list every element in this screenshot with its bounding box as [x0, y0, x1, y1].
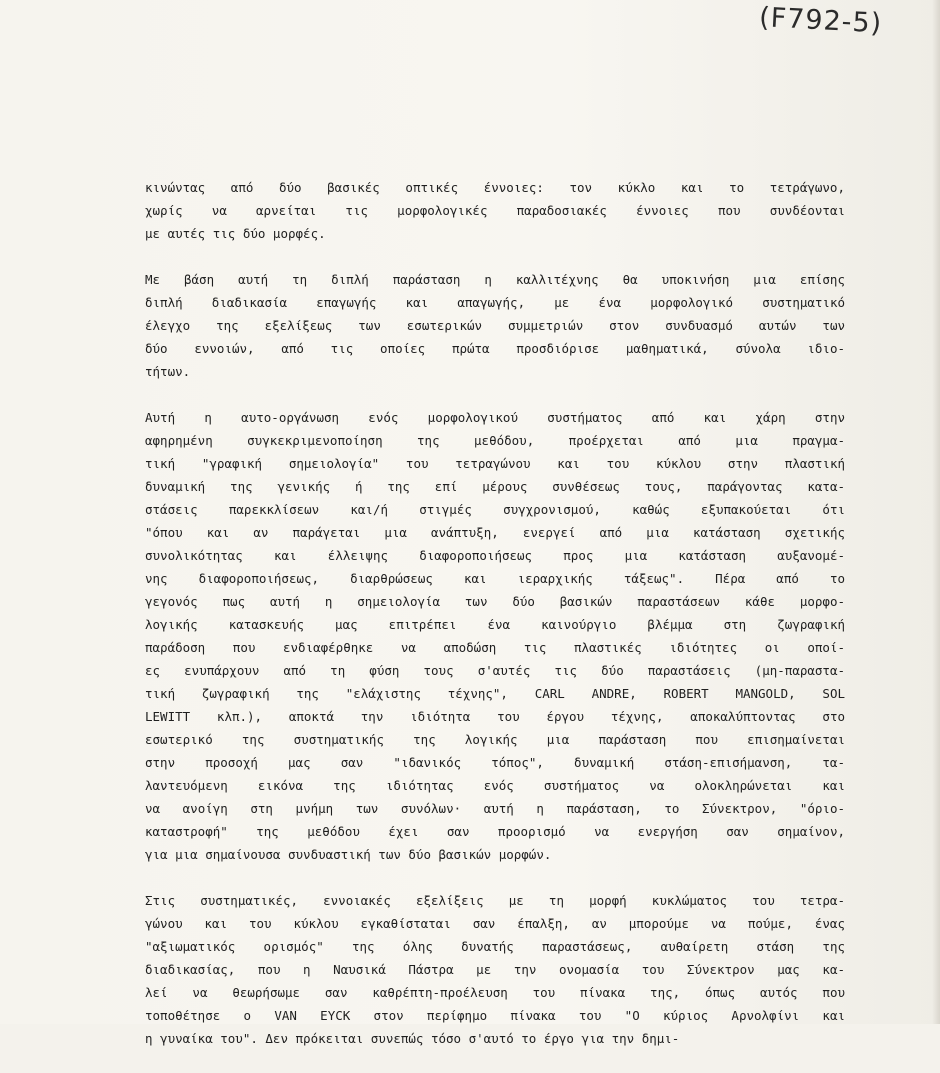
text-line: με αυτές τις δύο μορφές. — [145, 226, 326, 241]
text-line: λογικής κατασκευής μας επιτρέπει ένα καινούργιο βλέμμα στη ζωγραφική — [145, 617, 845, 632]
text-line: η γυναίκα του". Δεν πρόκειται συνεπώς τόσο σ'αυτό το έργο για την δημι- — [145, 1031, 680, 1046]
paragraph — [145, 406, 845, 866]
paragraph — [145, 176, 845, 245]
typewritten-body — [145, 176, 845, 1073]
paragraph — [145, 889, 845, 1050]
paper-edge-shadow — [932, 0, 940, 1024]
text-line: εσωτερικό της συστηματικής της λογικής μια παράσταση που επισημαίνεται — [145, 732, 845, 747]
text-line: "αξιωματικός ορισμός" της όλης δυνατής παραστάσεως, αυθαίρετη στάση της — [145, 939, 845, 954]
text-line: διπλή διαδικασία επαγωγής και απαγωγής, με ένα μορφολογικό συστηματικό — [145, 295, 845, 310]
text-line: στην προσοχή μας σαν "ιδανικός τόπος", δυναμική στάση-επισήμανση, τα- — [145, 755, 845, 770]
text-line: καταστροφή" της μεθόδου έχει σαν προορισμό να ενεργήση σαν σημαίνον, — [145, 824, 845, 839]
text-line: νης διαφοροποιήσεως, διαρθρώσεως και ιεραρχικής τάξεως". Πέρα από το — [145, 571, 845, 586]
text-line: Αυτή η αυτο-οργάνωση ενός μορφολογικού συστήματος από και χάρη στην — [145, 410, 845, 425]
paragraph — [145, 268, 845, 383]
text-line: τοποθέτησε ο VAN EYCK στον περίφημο πίνακα του "Ο κύριος Αρνολφίνι και — [145, 1008, 845, 1023]
text-line: διαδικασίας, που η Ναυσικά Πάστρα με την ονομασία του Σύνεκτρον μας κα- — [145, 962, 845, 977]
handwritten-archive-reference: (F792-5) — [758, 2, 883, 40]
text-line: έλεγχο της εξελίξεως των εσωτερικών συμμετριών στον συνδυασμό αυτών των — [145, 318, 845, 333]
text-line: γεγονός πως αυτή η σημειολογία των δύο βασικών παραστάσεων κάθε μορφο- — [145, 594, 845, 609]
text-line: συνολικότητας και έλλειψης διαφοροποιήσεως προς μια κατάσταση αυξανομέ- — [145, 548, 845, 563]
text-line: Στις συστηματικές, εννοιακές εξελίξεις με τη μορφή κυκλώματος του τετρα- — [145, 893, 845, 908]
text-line: γώνου και του κύκλου εγκαθίσταται σαν έπαλξη, αν μπορούμε να πούμε, ένας — [145, 916, 845, 931]
text-line: αφηρημένη συγκεκριμενοποίηση της μεθόδου, προέρχεται από μια πραγμα- — [145, 433, 845, 448]
text-line: τήτων. — [145, 364, 191, 379]
text-line: τική ζωγραφική της "ελάχιστης τέχνης", CARL ANDRE, ROBERT MANGOLD, SOL — [145, 686, 845, 701]
text-line: Με βάση αυτή τη διπλή παράσταση η καλλιτέχνης θα υποκινήση μια επίσης — [145, 272, 845, 287]
text-line: στάσεις παρεκκλίσεων και/ή στιγμές συγχρονισμού, καθώς εξυπακούεται ότι — [145, 502, 845, 517]
text-line: δυναμική της γενικής ή της επί μέρους συνθέσεως τους, παράγοντας κατα- — [145, 479, 845, 494]
text-line: λεί να θεωρήσωμε σαν καθρέπτη-προέλευση του πίνακα της, όπως αυτός που — [145, 985, 845, 1000]
text-line: κινώντας από δύο βασικές οπτικές έννοιες: τον κύκλο και το τετράγωνο, — [145, 180, 845, 195]
text-line: ες ενυπάρχουν από τη φύση τους σ'αυτές τις δύο παραστάσεις (μη-παραστα- — [145, 663, 845, 678]
text-line: για μια σημαίνουσα συνδυαστική των δύο βασικών μορφών. — [145, 847, 552, 862]
text-line: χωρίς να αρνείται τις μορφολογικές παραδοσιακές έννοιες που συνδέονται — [145, 203, 845, 218]
text-line: δύο εννοιών, από τις οποίες πρώτα προσδιόρισε μαθηματικά, σύνολα ιδιο- — [145, 341, 845, 356]
text-line: παράδοση που ενδιαφέρθηκε να αποδώση τις πλαστικές ιδιότητες οι οποί- — [145, 640, 845, 655]
text-line: "όπου και αν παράγεται μια ανάπτυξη, ενεργεί από μια κατάσταση σχετικής — [145, 525, 845, 540]
text-line: λαντευόμενη εικόνα της ιδιότητας ενός συστήματος να ολοκληρώνεται και — [145, 778, 845, 793]
text-line: LEWITT κλπ.), αποκτά την ιδιότητα του έργου τέχνης, αποκαλύπτοντας στο — [145, 709, 845, 724]
text-line: τική "γραφική σημειολογία" του τετραγώνου και του κύκλου στην πλαστική — [145, 456, 845, 471]
text-line: να ανοίγη στη μνήμη των συνόλων· αυτή η παράσταση, το Σύνεκτρον, "όριο- — [145, 801, 845, 816]
